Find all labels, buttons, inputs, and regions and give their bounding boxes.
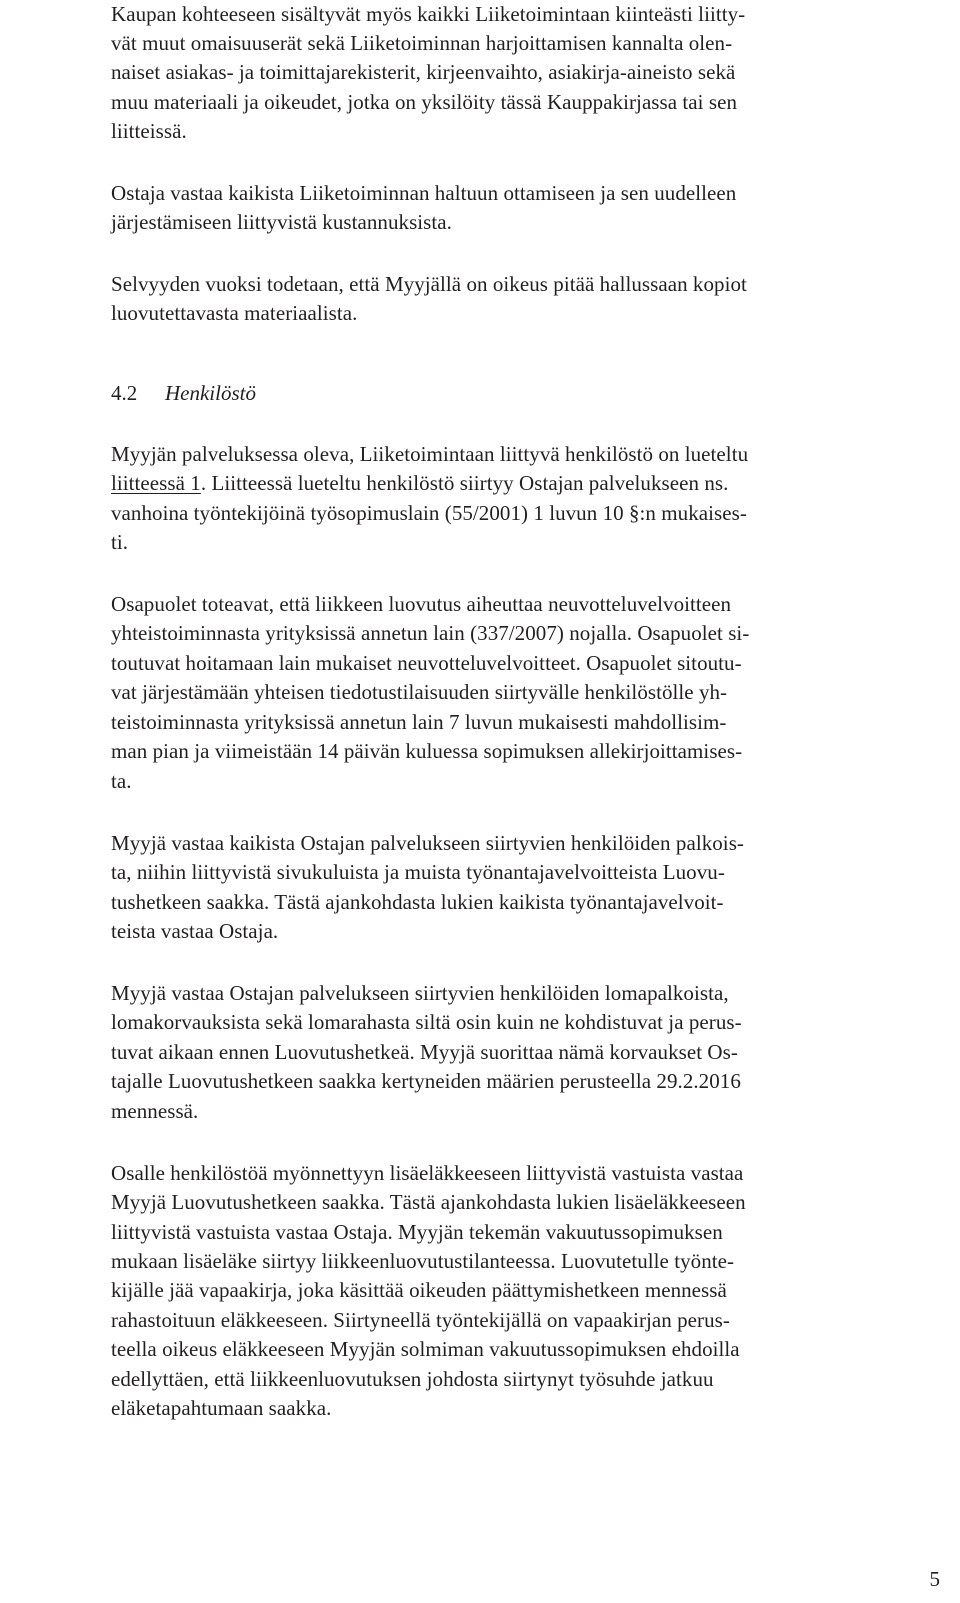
- text-line: Myyjä vastaa kaikista Ostajan palvelukseen siirtyvien henkilöiden palkois-: [111, 831, 744, 855]
- text-line: järjestämiseen liittyvistä kustannuksista.: [111, 210, 452, 234]
- page-number: 5: [929, 1567, 940, 1591]
- text-line: man pian ja viimeistään 14 päivän kuluessa sopimuksen allekirjoittamises-: [111, 739, 743, 763]
- text-line: Osalle henkilöstöä myönnettyyn lisäeläkkeeseen liittyvistä vastuista vastaa: [111, 1161, 744, 1185]
- text-line: edellyttäen, että liikkeenluovutuksen johdosta siirtynyt työsuhde jatkuu: [111, 1367, 714, 1391]
- text-line: [111, 470, 728, 496]
- text-line: ta, niihin liittyvistä sivukuluista ja muista työnantajavelvoitteista Luovu-: [111, 860, 725, 884]
- text-line: vat järjestämään yhteisen tiedotustilaisuuden siirtyvälle henkilöstölle yh-: [111, 680, 728, 704]
- text-line: tuvat aikaan ennen Luovutushetkeä. Myyjä suorittaa nämä korvaukset Os-: [111, 1040, 738, 1064]
- text-line: teella oikeus eläkkeeseen Myyjän solmiman vakuutussopimuksen ehdoilla: [111, 1337, 740, 1361]
- text-line: ta.: [111, 769, 132, 793]
- text-line: mukaan lisäeläke siirtyy liikkeenluovutustilanteessa. Luovutetulle työnte-: [111, 1249, 735, 1273]
- text-line: tajalle Luovutushetkeen saakka kertyneiden määrien perusteella 29.2.2016: [111, 1069, 741, 1093]
- text-line: luovutettavasta materiaalista.: [111, 301, 358, 325]
- text-line: liittyvistä vastuista vastaa Ostaja. Myyjän tekemän vakuutussopimuksen: [111, 1220, 723, 1244]
- text-line: yhteistoiminnasta yrityksissä annetun lain (337/2007) nojalla. Osapuolet si-: [111, 621, 750, 645]
- text-line: kijälle jää vapaakirja, joka käsittää oikeuden päättymishetkeen mennessä: [111, 1278, 727, 1302]
- text-line: tushetkeen saakka. Tästä ajankohdasta lukien kaikista työnantajavelvoit-: [111, 890, 724, 914]
- text-line: Myyjä vastaa Ostajan palvelukseen siirtyvien henkilöiden lomapalkoista,: [111, 981, 729, 1005]
- text-line: muu materiaali ja oikeudet, jotka on yksilöity tässä Kauppakirjassa tai sen: [111, 90, 738, 114]
- text-line: Osapuolet toteavat, että liikkeen luovutus aiheuttaa neuvotteluvelvoitteen: [111, 592, 732, 616]
- text-run: . Liitteessä lueteltu henkilöstö siirtyy Ostajan palvelukseen ns.: [200, 471, 729, 495]
- text-line: lomakorvauksista sekä lomarahasta siltä osin kuin ne kohdistuvat ja perus-: [111, 1010, 742, 1034]
- text-line: Selvyyden vuoksi todetaan, että Myyjällä on oikeus pitää hallussaan kopiot: [111, 272, 747, 296]
- text-line: Kaupan kohteeseen sisältyvät myös kaikki Liiketoimintaan kiinteästi liitty-: [111, 2, 746, 26]
- text-line: teistoiminnasta yrityksissä annetun lain 7 luvun mukaisesti mahdollisim-: [111, 710, 727, 734]
- text-line: rahastoituun eläkkeeseen. Siirtyneellä työntekijällä on vapaakirjan perus-: [111, 1308, 730, 1332]
- text-line: naiset asiakas- ja toimittajarekisterit, kirjeenvaihto, asiakirja-aineisto sekä: [111, 60, 736, 84]
- text-line: ti.: [111, 530, 129, 554]
- text-line: toutuvat hoitamaan lain mukaiset neuvotteluvelvoitteet. Osapuolet sitoutu-: [111, 651, 742, 675]
- text-line: Myyjän palveluksessa oleva, Liiketoimintaan liittyvä henkilöstö on lueteltu: [111, 442, 749, 466]
- text-line: liitteissä.: [111, 119, 187, 143]
- text-line: vanhoina työntekijöinä työsopimuslain (55/2001) 1 luvun 10 §:n mukaises-: [111, 501, 747, 525]
- appendix-link[interactable]: liitteessä 1: [111, 471, 201, 495]
- text-line: mennessä.: [111, 1099, 199, 1123]
- text-line: Ostaja vastaa kaikista Liiketoiminnan haltuun ottamiseen ja sen uudelleen: [111, 181, 737, 205]
- text-line: eläketapahtumaan saakka.: [111, 1396, 332, 1420]
- text-line: Myyjä Luovutushetkeen saakka. Tästä ajankohdasta lukien lisäeläkkeeseen: [111, 1190, 746, 1214]
- text-line: teista vastaa Ostaja.: [111, 919, 279, 943]
- section-title: Henkilöstö: [165, 381, 256, 405]
- section-number: 4.2: [111, 381, 138, 405]
- text-line: vät muut omaisuuserät sekä Liiketoiminnan harjoittamisen kannalta olen-: [111, 31, 733, 55]
